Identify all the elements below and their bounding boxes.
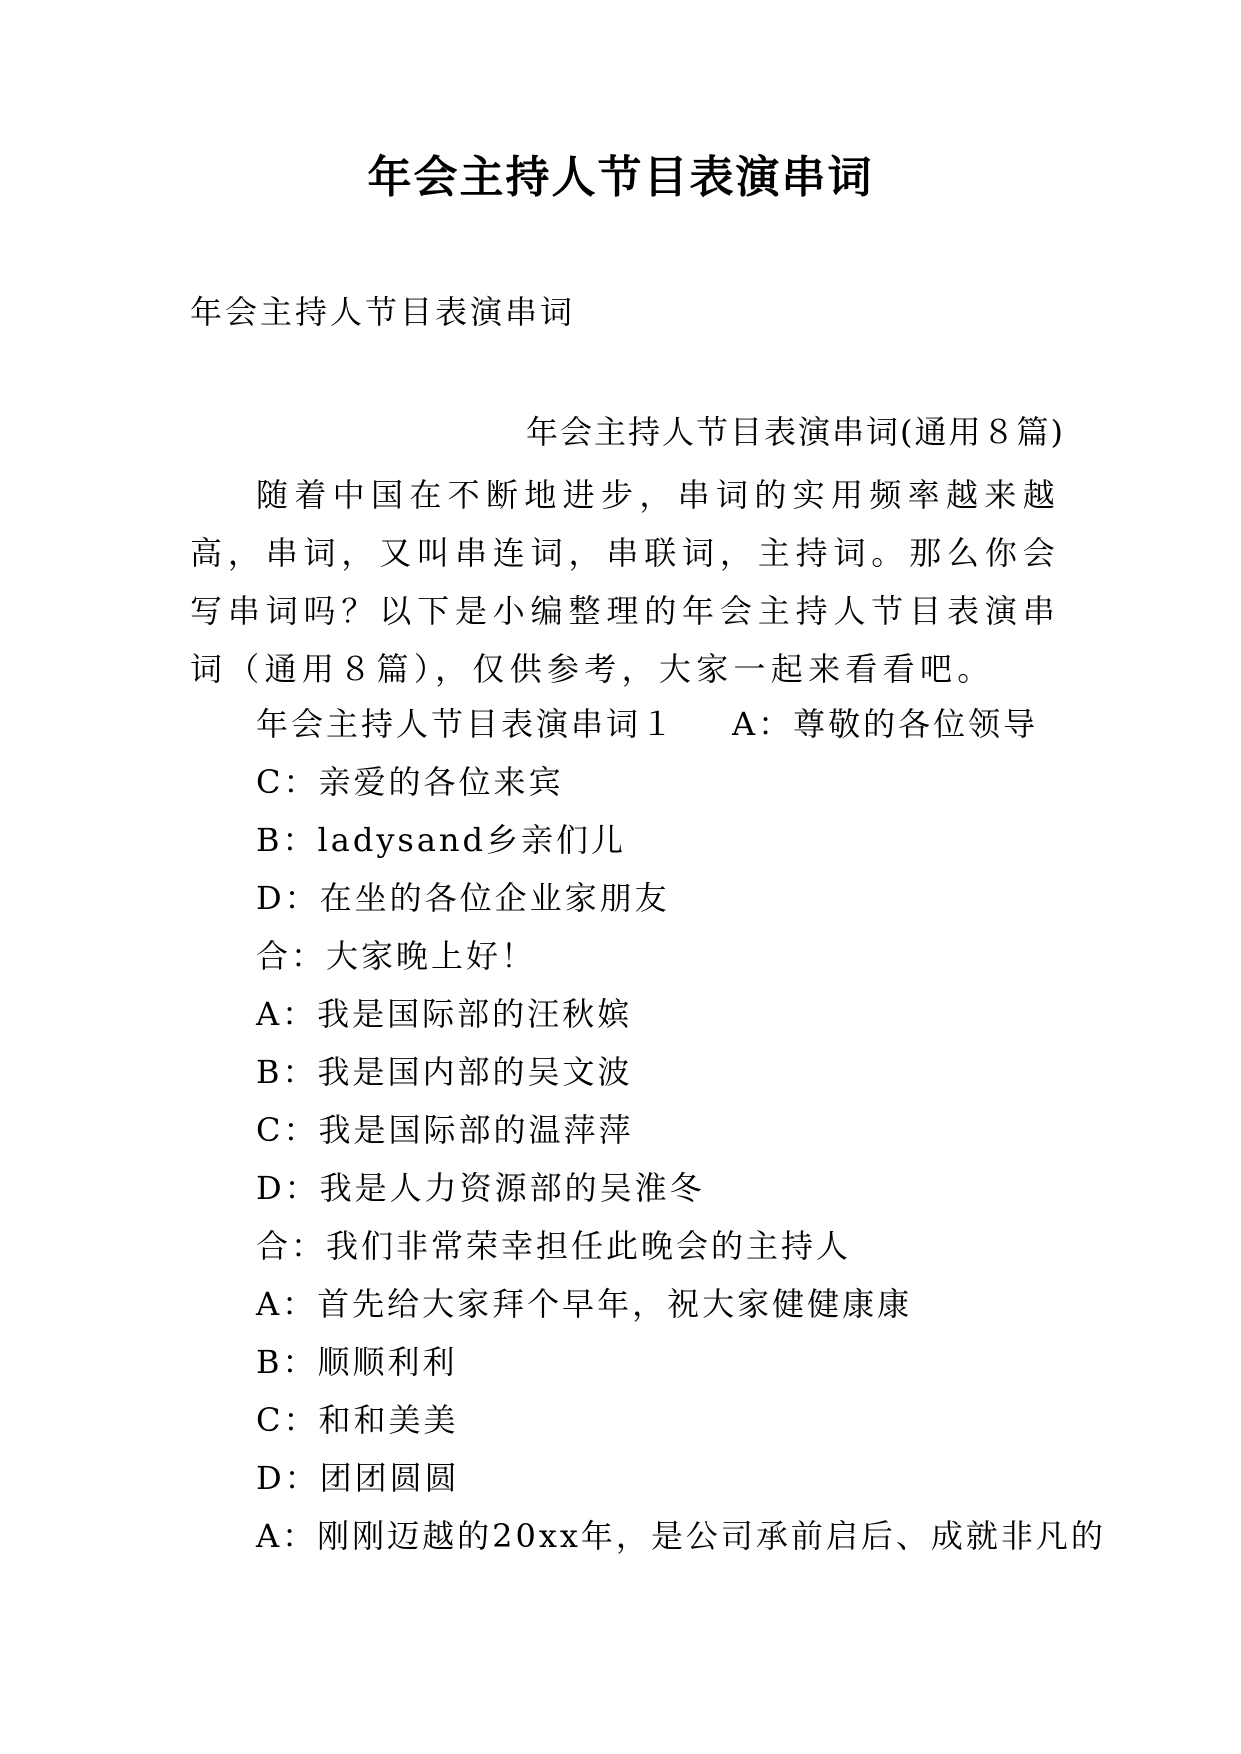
script-line: A：刚刚迈越的20xx年，是公司承前启后、成就非凡的 [256,1517,1106,1555]
script-line-text: A：尊敬的各位领导 [732,705,1039,743]
script-line: C：我是国际部的温萍萍 [256,1111,634,1149]
script-line: D：我是人力资源部的吴淮冬 [256,1169,705,1207]
script-line: 合：大家晚上好！ [256,937,537,975]
script-line [256,702,1038,746]
document-name: 年会主持人节目表演串词 [190,293,576,331]
script-line: B：我是国内部的吴文波 [256,1053,633,1091]
script-line: 合：我们非常荣幸担任此晚会的主持人 [256,1227,852,1265]
page-title: 年会主持人节目表演串词 [367,152,874,203]
document-subtitle: 年会主持人节目表演串词(通用８篇) [526,413,1065,451]
script-line: C：亲爱的各位来宾 [256,763,564,801]
script-line: D：在坐的各位企业家朋友 [256,879,670,917]
script-line: B：顺顺利利 [256,1343,458,1381]
script-line: A：我是国际部的汪秋嫔 [256,995,633,1033]
script-line: B：ladysand乡亲们儿 [256,821,626,859]
script-line: C：和和美美 [256,1401,459,1439]
script-line: D：团团圆圆 [256,1459,460,1497]
intro-paragraph: 随着中国在不断地进步，串词的实用频率越来越高，串词，又叫串连词，串联词，主持词。那么你会写串词吗？以下是小编整理的年会主持人节目表演串词（通用８篇），仅供参考，大家一起来看看吧。 [190,476,1060,688]
script-line: A：首先给大家拜个早年，祝大家健健康康 [256,1285,913,1323]
section-heading: 年会主持人节目表演串词１ [256,705,677,743]
